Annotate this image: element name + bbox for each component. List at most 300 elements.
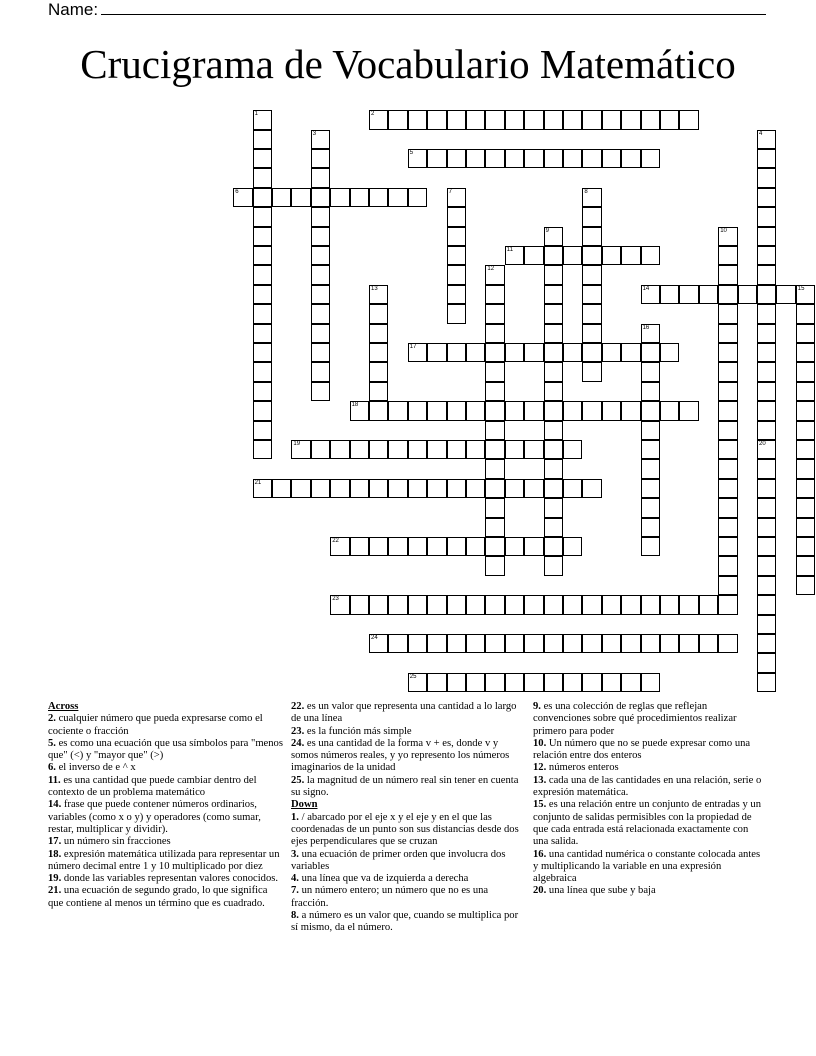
crossword-cell[interactable] xyxy=(427,343,446,362)
crossword-cell[interactable] xyxy=(757,498,776,517)
crossword-cell[interactable] xyxy=(544,498,563,517)
crossword-cell[interactable] xyxy=(544,343,563,362)
crossword-cell[interactable] xyxy=(408,595,427,614)
crossword-cell[interactable] xyxy=(544,246,563,265)
crossword-cell[interactable] xyxy=(641,498,660,517)
crossword-cell[interactable] xyxy=(253,343,272,362)
crossword-cell[interactable] xyxy=(699,634,718,653)
crossword-cell[interactable] xyxy=(602,401,621,420)
crossword-cell[interactable] xyxy=(563,401,582,420)
crossword-cell[interactable] xyxy=(524,537,543,556)
crossword-cell[interactable] xyxy=(796,440,815,459)
crossword-cell[interactable] xyxy=(641,518,660,537)
crossword-cell[interactable] xyxy=(485,110,504,129)
crossword-cell[interactable] xyxy=(485,382,504,401)
crossword-cell[interactable] xyxy=(621,343,640,362)
crossword-cell[interactable] xyxy=(388,110,407,129)
crossword-cell[interactable] xyxy=(485,595,504,614)
crossword-cell[interactable] xyxy=(524,634,543,653)
crossword-cell[interactable] xyxy=(699,595,718,614)
crossword-cell[interactable] xyxy=(408,343,427,362)
crossword-cell[interactable] xyxy=(641,421,660,440)
crossword-cell[interactable] xyxy=(369,304,388,323)
crossword-cell[interactable] xyxy=(718,265,737,284)
crossword-cell[interactable] xyxy=(718,227,737,246)
crossword-cell[interactable] xyxy=(757,576,776,595)
crossword-cell[interactable] xyxy=(544,285,563,304)
crossword-cell[interactable] xyxy=(408,401,427,420)
crossword-cell[interactable] xyxy=(311,362,330,381)
crossword-cell[interactable] xyxy=(582,595,601,614)
crossword-cell[interactable] xyxy=(641,285,660,304)
crossword-cell[interactable] xyxy=(427,673,446,692)
crossword-cell[interactable] xyxy=(544,149,563,168)
crossword-cell[interactable] xyxy=(582,324,601,343)
crossword-cell[interactable] xyxy=(621,149,640,168)
crossword-cell[interactable] xyxy=(253,149,272,168)
crossword-cell[interactable] xyxy=(311,265,330,284)
crossword-cell[interactable] xyxy=(641,149,660,168)
crossword-cell[interactable] xyxy=(718,459,737,478)
crossword-cell[interactable] xyxy=(253,227,272,246)
crossword-cell[interactable] xyxy=(350,595,369,614)
crossword-cell[interactable] xyxy=(427,479,446,498)
crossword-cell[interactable] xyxy=(757,265,776,284)
crossword-cell[interactable] xyxy=(485,401,504,420)
crossword-cell[interactable] xyxy=(485,343,504,362)
crossword-cell[interactable] xyxy=(311,246,330,265)
crossword-cell[interactable] xyxy=(544,518,563,537)
crossword-cell[interactable] xyxy=(350,440,369,459)
crossword-cell[interactable] xyxy=(485,459,504,478)
crossword-cell[interactable] xyxy=(602,673,621,692)
crossword-cell[interactable] xyxy=(757,382,776,401)
crossword-cell[interactable] xyxy=(718,362,737,381)
crossword-cell[interactable] xyxy=(505,673,524,692)
crossword-cell[interactable] xyxy=(485,537,504,556)
crossword-cell[interactable] xyxy=(796,285,815,304)
crossword-cell[interactable] xyxy=(582,285,601,304)
crossword-cell[interactable] xyxy=(291,479,310,498)
crossword-cell[interactable] xyxy=(485,149,504,168)
crossword-cell[interactable] xyxy=(311,168,330,187)
crossword-cell[interactable] xyxy=(641,324,660,343)
crossword-cell[interactable] xyxy=(718,382,737,401)
crossword-cell[interactable] xyxy=(544,440,563,459)
crossword-cell[interactable] xyxy=(718,595,737,614)
crossword-cell[interactable] xyxy=(388,634,407,653)
crossword-cell[interactable] xyxy=(485,324,504,343)
crossword-cell[interactable] xyxy=(350,479,369,498)
crossword-cell[interactable] xyxy=(563,110,582,129)
crossword-cell[interactable] xyxy=(582,362,601,381)
crossword-cell[interactable] xyxy=(505,634,524,653)
crossword-cell[interactable] xyxy=(253,401,272,420)
crossword-cell[interactable] xyxy=(253,479,272,498)
crossword-cell[interactable] xyxy=(544,401,563,420)
crossword-cell[interactable] xyxy=(602,343,621,362)
crossword-cell[interactable] xyxy=(369,401,388,420)
crossword-cell[interactable] xyxy=(369,324,388,343)
crossword-cell[interactable] xyxy=(563,246,582,265)
crossword-cell[interactable] xyxy=(563,634,582,653)
crossword-cell[interactable] xyxy=(388,440,407,459)
crossword-cell[interactable] xyxy=(485,634,504,653)
crossword-cell[interactable] xyxy=(330,479,349,498)
crossword-cell[interactable] xyxy=(544,673,563,692)
crossword-cell[interactable] xyxy=(311,130,330,149)
crossword-cell[interactable] xyxy=(505,149,524,168)
crossword-cell[interactable] xyxy=(582,343,601,362)
crossword-cell[interactable] xyxy=(253,110,272,129)
crossword-cell[interactable] xyxy=(485,265,504,284)
crossword-cell[interactable] xyxy=(641,246,660,265)
crossword-cell[interactable] xyxy=(447,440,466,459)
crossword-cell[interactable] xyxy=(582,207,601,226)
crossword-cell[interactable] xyxy=(718,576,737,595)
crossword-cell[interactable] xyxy=(757,479,776,498)
crossword-cell[interactable] xyxy=(524,343,543,362)
crossword-cell[interactable] xyxy=(582,149,601,168)
crossword-cell[interactable] xyxy=(447,673,466,692)
crossword-cell[interactable] xyxy=(718,304,737,323)
crossword-cell[interactable] xyxy=(796,537,815,556)
crossword-cell[interactable] xyxy=(544,634,563,653)
crossword-cell[interactable] xyxy=(466,401,485,420)
crossword-cell[interactable] xyxy=(233,188,252,207)
crossword-cell[interactable] xyxy=(350,537,369,556)
crossword-cell[interactable] xyxy=(369,595,388,614)
crossword-cell[interactable] xyxy=(524,401,543,420)
crossword-cell[interactable] xyxy=(582,110,601,129)
crossword-cell[interactable] xyxy=(563,479,582,498)
crossword-cell[interactable] xyxy=(582,673,601,692)
crossword-cell[interactable] xyxy=(408,110,427,129)
crossword-cell[interactable] xyxy=(796,401,815,420)
crossword-cell[interactable] xyxy=(427,595,446,614)
crossword-cell[interactable] xyxy=(718,479,737,498)
crossword-cell[interactable] xyxy=(350,401,369,420)
crossword-cell[interactable] xyxy=(466,110,485,129)
crossword-cell[interactable] xyxy=(388,401,407,420)
crossword-cell[interactable] xyxy=(796,304,815,323)
crossword-cell[interactable] xyxy=(485,285,504,304)
crossword-cell[interactable] xyxy=(660,285,679,304)
crossword-cell[interactable] xyxy=(485,440,504,459)
crossword-cell[interactable] xyxy=(253,285,272,304)
crossword-cell[interactable] xyxy=(544,537,563,556)
crossword-cell[interactable] xyxy=(757,459,776,478)
crossword-cell[interactable] xyxy=(621,401,640,420)
crossword-cell[interactable] xyxy=(679,401,698,420)
crossword-cell[interactable] xyxy=(796,479,815,498)
crossword-cell[interactable] xyxy=(679,634,698,653)
crossword-cell[interactable] xyxy=(544,362,563,381)
crossword-cell[interactable] xyxy=(485,498,504,517)
crossword-cell[interactable] xyxy=(447,227,466,246)
crossword-cell[interactable] xyxy=(253,362,272,381)
crossword-cell[interactable] xyxy=(408,537,427,556)
crossword-cell[interactable] xyxy=(544,304,563,323)
crossword-cell[interactable] xyxy=(602,110,621,129)
crossword-cell[interactable] xyxy=(485,479,504,498)
crossword-cell[interactable] xyxy=(718,246,737,265)
crossword-cell[interactable] xyxy=(544,265,563,284)
crossword-cell[interactable] xyxy=(369,110,388,129)
crossword-cell[interactable] xyxy=(641,459,660,478)
crossword-cell[interactable] xyxy=(311,343,330,362)
crossword-cell[interactable] xyxy=(641,595,660,614)
crossword-cell[interactable] xyxy=(505,479,524,498)
crossword-cell[interactable] xyxy=(447,265,466,284)
crossword-cell[interactable] xyxy=(369,382,388,401)
crossword-cell[interactable] xyxy=(757,653,776,672)
crossword-cell[interactable] xyxy=(253,304,272,323)
crossword-cell[interactable] xyxy=(757,207,776,226)
crossword-cell[interactable] xyxy=(311,304,330,323)
crossword-cell[interactable] xyxy=(757,556,776,575)
crossword-cell[interactable] xyxy=(369,285,388,304)
crossword-cell[interactable] xyxy=(408,673,427,692)
crossword-cell[interactable] xyxy=(485,556,504,575)
crossword-cell[interactable] xyxy=(641,343,660,362)
crossword-cell[interactable] xyxy=(757,130,776,149)
crossword-cell[interactable] xyxy=(544,479,563,498)
crossword-cell[interactable] xyxy=(796,343,815,362)
crossword-cell[interactable] xyxy=(466,673,485,692)
crossword-cell[interactable] xyxy=(563,343,582,362)
crossword-cell[interactable] xyxy=(311,285,330,304)
crossword-cell[interactable] xyxy=(524,246,543,265)
crossword-cell[interactable] xyxy=(757,362,776,381)
crossword-cell[interactable] xyxy=(660,401,679,420)
crossword-cell[interactable] xyxy=(757,246,776,265)
crossword-cell[interactable] xyxy=(641,382,660,401)
crossword-cell[interactable] xyxy=(602,149,621,168)
crossword-cell[interactable] xyxy=(757,304,776,323)
crossword-cell[interactable] xyxy=(466,343,485,362)
crossword-cell[interactable] xyxy=(757,168,776,187)
crossword-cell[interactable] xyxy=(427,537,446,556)
crossword-cell[interactable] xyxy=(524,595,543,614)
crossword-cell[interactable] xyxy=(253,207,272,226)
crossword-cell[interactable] xyxy=(447,595,466,614)
crossword-cell[interactable] xyxy=(621,246,640,265)
crossword-cell[interactable] xyxy=(699,285,718,304)
crossword-cell[interactable] xyxy=(718,440,737,459)
crossword-cell[interactable] xyxy=(311,227,330,246)
crossword-cell[interactable] xyxy=(563,149,582,168)
crossword-cell[interactable] xyxy=(582,479,601,498)
crossword-cell[interactable] xyxy=(291,188,310,207)
crossword-cell[interactable] xyxy=(408,149,427,168)
crossword-cell[interactable] xyxy=(718,421,737,440)
crossword-cell[interactable] xyxy=(641,479,660,498)
crossword-cell[interactable] xyxy=(524,149,543,168)
crossword-cell[interactable] xyxy=(388,595,407,614)
crossword-cell[interactable] xyxy=(563,673,582,692)
crossword-cell[interactable] xyxy=(291,440,310,459)
crossword-cell[interactable] xyxy=(311,207,330,226)
crossword-cell[interactable] xyxy=(621,110,640,129)
crossword-cell[interactable] xyxy=(330,188,349,207)
crossword-cell[interactable] xyxy=(660,343,679,362)
crossword-cell[interactable] xyxy=(369,343,388,362)
crossword-cell[interactable] xyxy=(369,537,388,556)
crossword-cell[interactable] xyxy=(408,634,427,653)
crossword-cell[interactable] xyxy=(641,110,660,129)
crossword-cell[interactable] xyxy=(757,518,776,537)
crossword-cell[interactable] xyxy=(447,479,466,498)
crossword-cell[interactable] xyxy=(311,479,330,498)
crossword-cell[interactable] xyxy=(718,498,737,517)
crossword-cell[interactable] xyxy=(253,440,272,459)
crossword-cell[interactable] xyxy=(757,227,776,246)
crossword-cell[interactable] xyxy=(796,459,815,478)
crossword-cell[interactable] xyxy=(718,518,737,537)
crossword-cell[interactable] xyxy=(757,324,776,343)
crossword-cell[interactable] xyxy=(427,110,446,129)
crossword-cell[interactable] xyxy=(447,188,466,207)
crossword-cell[interactable] xyxy=(796,498,815,517)
crossword-cell[interactable] xyxy=(796,382,815,401)
crossword-cell[interactable] xyxy=(757,421,776,440)
crossword-cell[interactable] xyxy=(388,188,407,207)
crossword-cell[interactable] xyxy=(253,324,272,343)
crossword-cell[interactable] xyxy=(660,110,679,129)
crossword-cell[interactable] xyxy=(466,537,485,556)
crossword-cell[interactable] xyxy=(544,421,563,440)
crossword-cell[interactable] xyxy=(485,518,504,537)
crossword-cell[interactable] xyxy=(563,595,582,614)
crossword-cell[interactable] xyxy=(447,246,466,265)
crossword-cell[interactable] xyxy=(447,207,466,226)
crossword-cell[interactable] xyxy=(447,304,466,323)
crossword-cell[interactable] xyxy=(544,324,563,343)
crossword-cell[interactable] xyxy=(311,149,330,168)
crossword-cell[interactable] xyxy=(796,576,815,595)
crossword-cell[interactable] xyxy=(641,362,660,381)
crossword-cell[interactable] xyxy=(427,149,446,168)
crossword-cell[interactable] xyxy=(311,440,330,459)
crossword-cell[interactable] xyxy=(505,343,524,362)
crossword-cell[interactable] xyxy=(582,265,601,284)
crossword-cell[interactable] xyxy=(718,537,737,556)
crossword-cell[interactable] xyxy=(718,556,737,575)
crossword-cell[interactable] xyxy=(369,188,388,207)
crossword-cell[interactable] xyxy=(641,537,660,556)
crossword-cell[interactable] xyxy=(466,634,485,653)
crossword-cell[interactable] xyxy=(311,188,330,207)
crossword-cell[interactable] xyxy=(544,595,563,614)
crossword-cell[interactable] xyxy=(796,324,815,343)
crossword-cell[interactable] xyxy=(718,343,737,362)
crossword-cell[interactable] xyxy=(757,285,776,304)
crossword-cell[interactable] xyxy=(544,459,563,478)
crossword-cell[interactable] xyxy=(369,479,388,498)
crossword-cell[interactable] xyxy=(427,634,446,653)
crossword-cell[interactable] xyxy=(757,149,776,168)
crossword-cell[interactable] xyxy=(272,188,291,207)
crossword-cell[interactable] xyxy=(485,421,504,440)
crossword-cell[interactable] xyxy=(738,285,757,304)
crossword-cell[interactable] xyxy=(253,188,272,207)
crossword-cell[interactable] xyxy=(582,188,601,207)
crossword-cell[interactable] xyxy=(272,479,291,498)
crossword-cell[interactable] xyxy=(563,537,582,556)
crossword-cell[interactable] xyxy=(679,595,698,614)
crossword-cell[interactable] xyxy=(505,110,524,129)
crossword-cell[interactable] xyxy=(524,673,543,692)
crossword-cell[interactable] xyxy=(447,285,466,304)
crossword-cell[interactable] xyxy=(369,362,388,381)
crossword-cell[interactable] xyxy=(776,285,795,304)
crossword-cell[interactable] xyxy=(485,673,504,692)
crossword-cell[interactable] xyxy=(718,285,737,304)
crossword-cell[interactable] xyxy=(524,440,543,459)
crossword-cell[interactable] xyxy=(641,673,660,692)
crossword-cell[interactable] xyxy=(660,595,679,614)
crossword-cell[interactable] xyxy=(641,440,660,459)
crossword-cell[interactable] xyxy=(582,227,601,246)
crossword-cell[interactable] xyxy=(485,362,504,381)
crossword-cell[interactable] xyxy=(796,518,815,537)
crossword-cell[interactable] xyxy=(505,440,524,459)
crossword-cell[interactable] xyxy=(757,595,776,614)
crossword-cell[interactable] xyxy=(757,634,776,653)
crossword-cell[interactable] xyxy=(253,168,272,187)
crossword-cell[interactable] xyxy=(408,479,427,498)
crossword-cell[interactable] xyxy=(582,246,601,265)
crossword-cell[interactable] xyxy=(253,130,272,149)
crossword-cell[interactable] xyxy=(582,634,601,653)
crossword-cell[interactable] xyxy=(330,595,349,614)
crossword-cell[interactable] xyxy=(641,401,660,420)
crossword-cell[interactable] xyxy=(757,343,776,362)
crossword-cell[interactable] xyxy=(466,595,485,614)
crossword-cell[interactable] xyxy=(369,440,388,459)
crossword-cell[interactable] xyxy=(350,188,369,207)
crossword-cell[interactable] xyxy=(505,401,524,420)
crossword-cell[interactable] xyxy=(330,440,349,459)
crossword-cell[interactable] xyxy=(563,440,582,459)
crossword-cell[interactable] xyxy=(524,479,543,498)
crossword-cell[interactable] xyxy=(311,382,330,401)
crossword-cell[interactable] xyxy=(718,634,737,653)
crossword-cell[interactable] xyxy=(253,421,272,440)
crossword-cell[interactable] xyxy=(485,304,504,323)
crossword-cell[interactable] xyxy=(544,382,563,401)
crossword-cell[interactable] xyxy=(544,110,563,129)
crossword-cell[interactable] xyxy=(582,304,601,323)
crossword-cell[interactable] xyxy=(582,401,601,420)
crossword-cell[interactable] xyxy=(602,634,621,653)
crossword-cell[interactable] xyxy=(641,634,660,653)
crossword-cell[interactable] xyxy=(679,285,698,304)
crossword-cell[interactable] xyxy=(544,556,563,575)
crossword-cell[interactable] xyxy=(796,362,815,381)
crossword-cell[interactable] xyxy=(447,110,466,129)
crossword-cell[interactable] xyxy=(388,479,407,498)
crossword-cell[interactable] xyxy=(388,537,407,556)
crossword-cell[interactable] xyxy=(621,673,640,692)
crossword-cell[interactable] xyxy=(757,401,776,420)
crossword-cell[interactable] xyxy=(660,634,679,653)
crossword-cell[interactable] xyxy=(679,110,698,129)
crossword-cell[interactable] xyxy=(447,401,466,420)
crossword-cell[interactable] xyxy=(447,149,466,168)
crossword-cell[interactable] xyxy=(466,479,485,498)
